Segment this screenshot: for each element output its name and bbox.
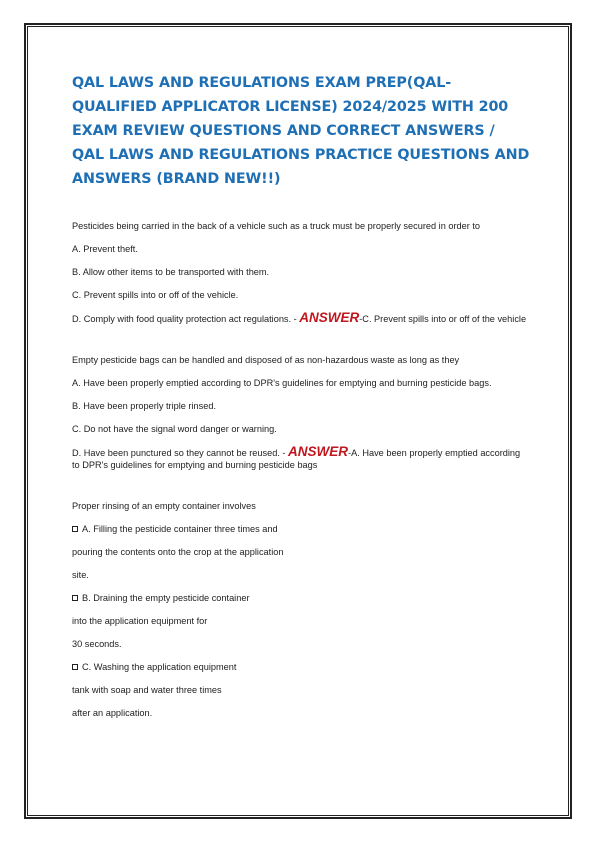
question-1-option-c: C. Prevent spills into or off of the vehicle. <box>72 290 239 300</box>
question-3-option-b-line1: B. Draining the empty pesticide container <box>82 593 250 603</box>
question-2 <box>72 354 530 471</box>
document-body <box>72 71 530 730</box>
question-2-stem: Empty pesticide bags can be handled and disposed of as non-hazardous waste as long as they <box>72 355 460 365</box>
question-2-option-a: A. Have been properly emptied according to DPR's guidelines for emptying and burning pesticide bags. <box>72 378 492 388</box>
question-3-option-c <box>72 661 530 673</box>
question-2-option-d: D. Have been punctured so they cannot be reused. - <box>72 448 289 458</box>
question-3-option-b-line2: into the application equipment for <box>72 616 208 626</box>
question-3 <box>72 500 530 719</box>
document-title: QAL LAWS AND REGULATIONS EXAM PREP(QAL- QUALIFIED APPLICATOR LICENSE) 2024/2025 WITH 200 EXAM REVIEW QUESTIONS AND CORRECT ANSWERS / QAL LAWS AND REGULATIONS PRACTICE QUESTIONS AND ANSWERS (BRAND NEW!!) <box>72 75 530 187</box>
question-3-option-b-line3: 30 seconds. <box>72 639 122 649</box>
checkbox-icon <box>72 664 78 670</box>
question-3-option-c-line3: after an application. <box>72 708 153 718</box>
question-2-option-d-with-answer <box>72 446 530 471</box>
checkbox-icon <box>72 595 78 601</box>
question-1-answer: -C. Prevent spills into or off of the vehicle <box>359 314 527 324</box>
spacer <box>72 471 530 500</box>
question-1 <box>72 220 530 325</box>
question-2-option-c: C. Do not have the signal word danger or warning. <box>72 424 277 434</box>
question-3-option-a-line2: pouring the contents onto the crop at the application <box>72 547 284 557</box>
question-3-option-a <box>72 523 530 535</box>
question-1-stem: Pesticides being carried in the back of a vehicle such as a truck must be properly secured in order to <box>72 221 481 231</box>
question-2-answer: -A. Have been properly emptied according to DPR's guidelines for emptying and burning pesticide bags <box>72 448 521 470</box>
question-3-option-c-line1: C. Washing the application equipment <box>82 662 237 672</box>
question-1-option-a: A. Prevent theft. <box>72 244 138 254</box>
answer-label: ANSWER <box>299 310 360 325</box>
question-2-option-b: B. Have been properly triple rinsed. <box>72 401 217 411</box>
question-3-option-b <box>72 592 530 604</box>
answer-label: ANSWER <box>288 444 349 459</box>
question-3-option-a-line1: A. Filling the pesticide container three times and <box>82 524 278 534</box>
question-1-option-b: B. Allow other items to be transported with them. <box>72 267 270 277</box>
question-3-option-a-line3: site. <box>72 570 89 580</box>
question-3-option-c-line2: tank with soap and water three times <box>72 685 222 695</box>
spacer <box>72 325 530 354</box>
question-1-option-d: D. Comply with food quality protection act regulations. - <box>72 314 300 324</box>
question-1-option-d-with-answer <box>72 312 530 325</box>
question-3-stem: Proper rinsing of an empty container involves <box>72 501 256 511</box>
checkbox-icon <box>72 526 78 532</box>
